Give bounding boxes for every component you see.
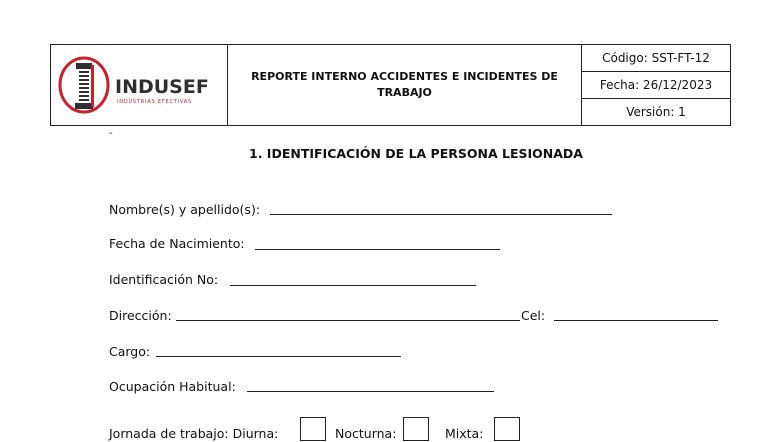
- nocturna-label: Nocturna:: [335, 426, 397, 441]
- identificacion-line[interactable]: [230, 285, 476, 286]
- cargo-line[interactable]: [156, 356, 401, 357]
- mixta-label: Mixta:: [445, 426, 484, 441]
- version-label: Versión: 1: [626, 105, 686, 119]
- nombre-line[interactable]: [270, 214, 612, 215]
- fecha-label: Fecha: 26/12/2023: [582, 72, 730, 99]
- cargo-label: Cargo:: [109, 344, 151, 359]
- codigo-label: Código: SST-FT-12: [582, 45, 730, 72]
- direccion-line[interactable]: [176, 320, 520, 321]
- diurna-checkbox[interactable]: [300, 417, 326, 441]
- section-title: 1. IDENTIFICACIÓN DE LA PERSONA LESIONADA: [249, 146, 583, 161]
- document-meta: [582, 45, 730, 125]
- cel-line[interactable]: [554, 320, 718, 321]
- logo-tagline: INDUSTRIAS EFECTIVAS: [117, 99, 192, 105]
- document-header: [50, 44, 731, 126]
- identificacion-label: Identificación No:: [109, 272, 219, 287]
- cel-label: Cel:: [521, 308, 546, 323]
- logo-brand: INDUSEF: [115, 76, 209, 98]
- logo-cell: [51, 45, 228, 125]
- nombre-label: Nombre(s) y apellido(s):: [109, 202, 261, 217]
- document-title: REPORTE INTERNO ACCIDENTES E INCIDENTES DE TRABAJO: [228, 45, 582, 125]
- nocturna-checkbox[interactable]: [403, 417, 429, 441]
- direccion-label: Dirección:: [109, 308, 172, 323]
- ocupacion-label: Ocupación Habitual:: [109, 379, 236, 394]
- indusef-logo: [51, 45, 228, 125]
- dash-mark: -: [109, 128, 113, 139]
- nacimiento-line[interactable]: [255, 249, 500, 250]
- mixta-checkbox[interactable]: [494, 417, 520, 441]
- nacimiento-label: Fecha de Nacimiento:: [109, 236, 245, 251]
- ocupacion-line[interactable]: [247, 391, 494, 392]
- jornada-label: Jornada de trabajo: Diurna:: [109, 426, 279, 441]
